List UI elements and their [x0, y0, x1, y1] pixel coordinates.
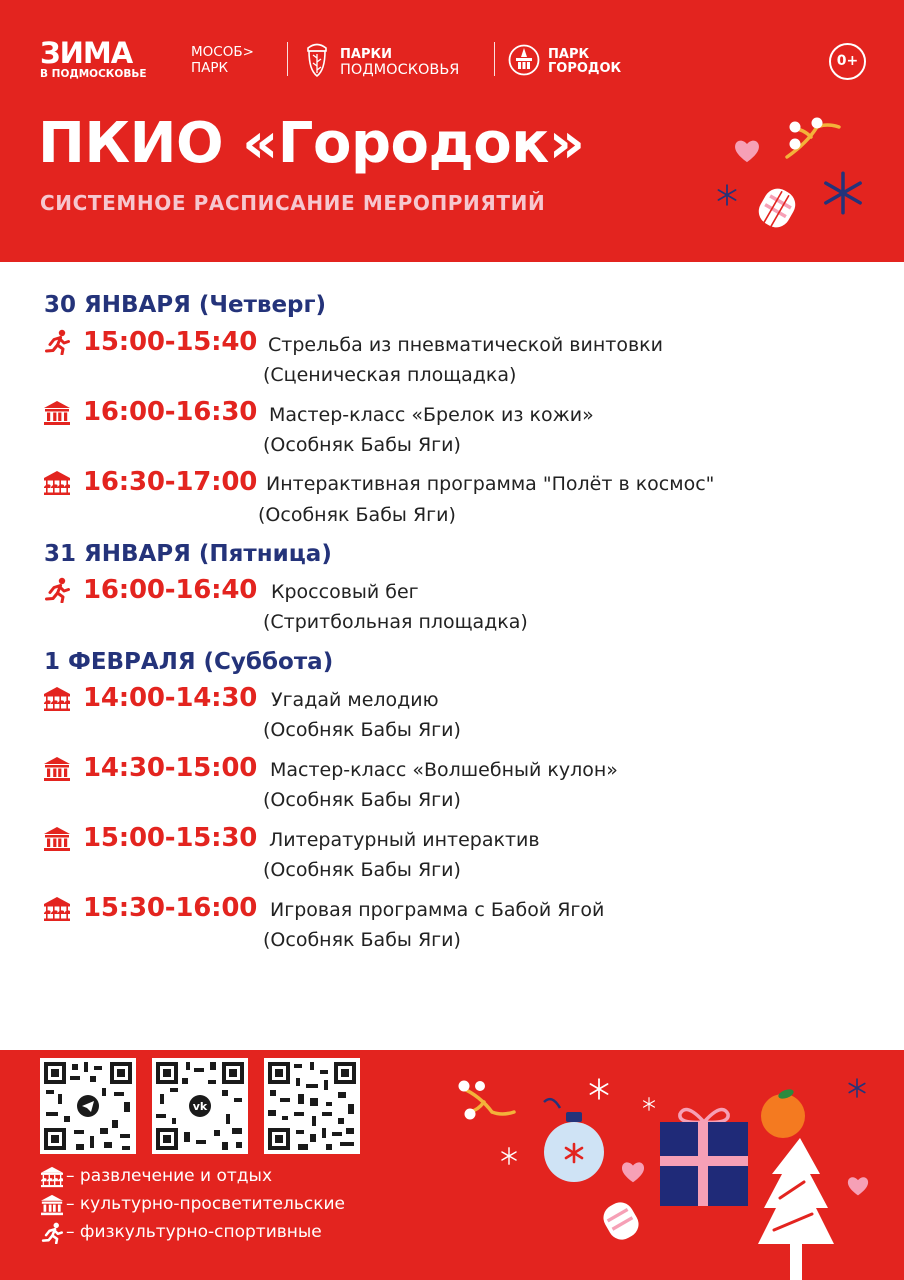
mitten-icon	[596, 1196, 646, 1246]
snowflake-icon	[716, 184, 738, 206]
event-venue: (Стритбольная площадка)	[263, 611, 528, 633]
svg-text:vk: vk	[192, 1100, 208, 1113]
parki-logo-line1: ПАРКИ	[340, 47, 392, 62]
event-time: 16:00-16:40	[83, 575, 258, 605]
telegram-qr-icon[interactable]	[40, 1058, 136, 1154]
event-title: Кроссовый бег	[271, 581, 419, 603]
event-title: Интерактивная программа "Полёт в космос"	[266, 473, 715, 495]
event-time: 16:00-16:30	[83, 397, 258, 427]
museum-icon	[40, 1194, 64, 1216]
day-heading: 1 ФЕВРАЛЯ (Суббота)	[44, 649, 334, 675]
event-title: Угадай мелодию	[271, 689, 439, 711]
header-banner	[0, 0, 904, 262]
parki-logo-line2: ПОДМОСКОВЬЯ	[340, 62, 460, 78]
gorodok-logo-line2: ГОРОДОК	[548, 61, 622, 76]
runner-icon	[40, 1222, 64, 1244]
event-title: Мастер-класс «Волшебный кулон»	[270, 759, 618, 781]
carousel-icon	[43, 470, 71, 496]
event-venue: (Особняк Бабы Яги)	[258, 504, 456, 526]
mitten-icon	[751, 183, 803, 233]
museum-icon	[43, 756, 71, 782]
event-venue: (Особняк Бабы Яги)	[263, 434, 461, 456]
runner-icon	[43, 329, 71, 355]
christmas-tree-icon	[756, 1134, 836, 1280]
website-qr-icon[interactable]	[264, 1058, 360, 1154]
carousel-icon	[43, 896, 71, 922]
event-title: Литературный интерактив	[269, 829, 540, 851]
event-title: Стрельба из пневматической винтовки	[268, 334, 663, 356]
event-time: 14:30-15:00	[83, 753, 258, 783]
event-title: Игровая программа с Бабой Ягой	[270, 899, 605, 921]
event-venue: (Особняк Бабы Яги)	[263, 859, 461, 881]
tower-emblem-icon	[508, 44, 540, 76]
event-venue: (Особняк Бабы Яги)	[263, 929, 461, 951]
mosobpark-logo-line1: МОСОБ>	[191, 44, 254, 60]
gift-box-icon	[656, 1100, 752, 1208]
acorn-leaf-icon	[300, 42, 334, 78]
page-title: ПКИО «Городок»	[38, 111, 585, 176]
logo-divider	[494, 42, 495, 76]
page-subtitle: СИСТЕМНОЕ РАСПИСАНИЕ МЕРОПРИЯТИЙ	[40, 191, 546, 215]
museum-icon	[43, 826, 71, 852]
event-venue: (Сценическая площадка)	[263, 364, 517, 386]
event-title: Мастер-класс «Брелок из кожи»	[269, 404, 594, 426]
day-heading: 31 ЯНВАРЯ (Пятница)	[44, 541, 332, 567]
carousel-icon	[43, 686, 71, 712]
snowflake-icon	[821, 171, 865, 215]
event-time: 15:30-16:00	[83, 893, 258, 923]
event-time: 14:00-14:30	[83, 683, 258, 713]
legend-text: – развлечение и отдых	[66, 1166, 273, 1186]
zima-logo-word: ЗИМА	[40, 36, 133, 70]
snowflake-icon	[847, 1078, 867, 1098]
tangerine-icon	[756, 1086, 812, 1140]
age-rating-badge: 0+	[829, 43, 866, 80]
ornament-ball-icon	[538, 1094, 610, 1190]
mosobpark-logo	[191, 44, 254, 76]
day-heading: 30 ЯНВАРЯ (Четверг)	[44, 292, 327, 318]
event-time: 15:00-15:30	[83, 823, 258, 853]
zima-logo-caption: В ПОДМОСКОВЬЕ	[40, 68, 147, 80]
event-venue: (Особняк Бабы Яги)	[263, 719, 461, 741]
carousel-icon	[40, 1166, 64, 1188]
snowflake-icon	[642, 1097, 656, 1111]
legend-text: – физкультурно-спортивные	[66, 1222, 322, 1242]
heart-icon	[846, 1175, 870, 1197]
event-time: 15:00-15:40	[83, 327, 258, 357]
legend-text: – культурно-просветительские	[66, 1194, 345, 1214]
heart-icon	[733, 138, 761, 164]
event-time: 16:30-17:00	[83, 467, 258, 497]
event-venue: (Особняк Бабы Яги)	[263, 789, 461, 811]
museum-icon	[43, 400, 71, 426]
gorodok-logo-line1: ПАРК	[548, 47, 590, 62]
heart-icon	[620, 1160, 646, 1184]
zima-logo	[40, 38, 147, 80]
berry-branch-icon	[781, 113, 847, 161]
mosobpark-logo-line2: ПАРК	[191, 60, 229, 76]
logo-divider	[287, 42, 288, 76]
snowflake-icon	[500, 1147, 518, 1165]
berry-branch-icon	[456, 1078, 522, 1126]
vk-qr-icon[interactable]	[152, 1058, 248, 1154]
runner-icon	[43, 577, 71, 603]
